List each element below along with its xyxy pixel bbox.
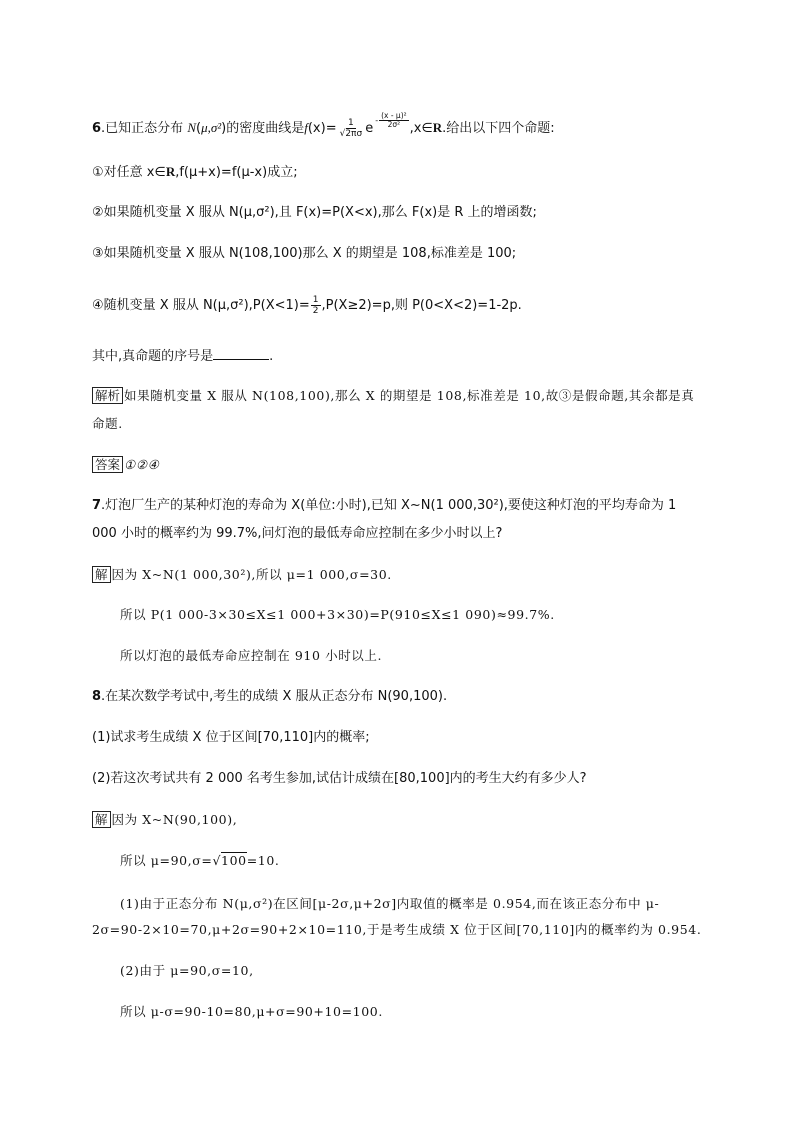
q8-solution-text-2a: 所以 μ=90,σ= (120, 853, 213, 868)
q6-coef-numerator: 1 (348, 118, 354, 128)
sqrt-sign: √ (212, 853, 222, 868)
q6-stem-R: R (432, 120, 443, 135)
q8-solution-text-1: 因为 X~N(90,100), (111, 812, 238, 827)
q6-stem-text-a: .已知正态分布 (101, 121, 188, 136)
q8-sqrt-radicand: 100 (221, 853, 247, 868)
q6-coef-denominator: √2πσ (339, 129, 363, 139)
answer-tag: 答案 (92, 456, 123, 473)
q6-exp-denominator: 2σ² (387, 120, 401, 129)
q6-stem-f: f (304, 120, 308, 135)
q6-stem-sigma2: ,σ² (207, 120, 222, 135)
q6-stem-text-c: )的密度曲线是 (221, 121, 305, 136)
q6-exp-base: e (365, 121, 374, 136)
q6-analysis-line-2: 命题. (92, 416, 123, 431)
q6-p4-numerator: 1 (312, 295, 319, 305)
q6-analysis-text-1: 如果随机变量 X 服从 N(108,100),那么 X 的期望是 108,标准差是 10,故③是假命题,其余都是真 (124, 388, 695, 403)
q6-stem (92, 111, 555, 139)
q8-stem-text: .在某次数学考试中,考生的成绩 X 服从正态分布 N(90,100). (101, 689, 448, 704)
q6-number: 6 (92, 121, 102, 136)
q6-proposition-1 (92, 163, 298, 182)
q6-p1-text-a: ①对任意 (92, 165, 147, 180)
q6-proposition-4 (92, 295, 522, 316)
q6-p4-fraction (311, 295, 321, 316)
q6-p1-text-b: x∈ (146, 165, 166, 180)
q7-solution-line-3: 所以灯泡的最低寿命应控制在 910 小时以上. (120, 648, 383, 663)
q6-ask-end: . (269, 349, 274, 364)
q8-solution-line-5: (2)由于 μ=90,σ=10, (120, 963, 254, 978)
q6-answer-value: ①②④ (124, 458, 160, 472)
q6-stem-text-e: ,x∈ (409, 121, 433, 136)
q6-stem-text-b: ( (195, 121, 202, 136)
q6-p1-text-d: ,f(μ+x)=f(μ-x)成立; (175, 165, 298, 180)
q7-stem-text-1: .灯泡厂生产的某种灯泡的寿命为 X(单位:小时),已知 X~N(1 000,30²),要使这种灯泡的平均寿命为 1 (101, 498, 677, 513)
solution-tag: 解 (92, 811, 111, 828)
q6-stem-mu: μ (201, 120, 208, 135)
q7-solution-line-1 (92, 566, 392, 584)
q8-solution-line-1 (92, 811, 237, 829)
q6-coef-fraction (338, 118, 365, 139)
q7-solution-line-2: 所以 P(1 000-3×30≤X≤1 000+3×30)=P(910≤X≤1 090)≈99.7%. (120, 607, 555, 622)
q6-exp-fraction (379, 112, 409, 129)
q6-answer-line (92, 456, 159, 474)
q8-solution-line-4: 2σ=90-2×10=70,μ+2σ=90+2×10=110,于是考生成绩 X 位于区间[70,110]内的概率约为 0.954. (92, 922, 702, 937)
q6-p4-denominator: 2 (312, 306, 319, 316)
q6-stem-N: N (187, 120, 196, 135)
solution-tag: 解 (92, 566, 111, 583)
q6-exponent (375, 112, 409, 129)
q6-exp-minus: - (375, 116, 379, 125)
q8-solution-text-2b: =10. (246, 853, 280, 868)
q8-solution-line-6: 所以 μ-σ=90-10=80,μ+σ=90+10=100. (120, 1004, 383, 1019)
q8-solution-line-3: (1)由于正态分布 N(μ,σ²)在区间[μ-2σ,μ+2σ]内取值的概率是 0.954,而在该正态分布中 μ- (120, 896, 660, 911)
q8-solution-line-2 (120, 852, 279, 870)
q7-stem-line-1 (92, 497, 676, 515)
q8-number: 8 (92, 689, 102, 704)
q6-answer-blank (213, 347, 269, 360)
q7-solution-text-1: 因为 X~N(1 000,30²),所以 μ=1 000,σ=30. (111, 567, 392, 582)
q6-p4-text-b: ,P(X≥2)=p,则 P(0<X<2)=1-2p. (321, 298, 522, 313)
q7-number: 7 (92, 498, 102, 513)
q8-stem (92, 688, 447, 706)
q6-analysis-line-1 (92, 387, 694, 405)
q8-part-2: (2)若这次考试共有 2 000 名考生参加,试估计成绩在[80,100]内的考生大约有多少人? (92, 771, 587, 786)
q7-stem-line-2: 000 小时的概率约为 99.7%,问灯泡的最低寿命应控制在多少小时以上? (92, 526, 503, 541)
q6-ask-text: 其中,真命题的序号是 (92, 349, 214, 364)
analysis-tag: 解析 (92, 387, 123, 404)
q6-question (92, 347, 273, 366)
q6-stem-text-d: (x)= (307, 121, 337, 136)
q6-stem-text-f: .给出以下四个命题: (442, 121, 555, 136)
q6-proposition-3: ③如果随机变量 X 服从 N(108,100)那么 X 的期望是 108,标准差是 100; (92, 246, 517, 261)
q6-p1-R: R (165, 164, 176, 179)
q6-exp-numerator: (x - μ)² (381, 111, 407, 120)
q6-p4-text-a: ④随机变量 X 服从 N(μ,σ²),P(X<1)= (92, 298, 310, 313)
q8-part-1: (1)试求考生成绩 X 位于区间[70,110]内的概率; (92, 730, 370, 745)
q6-proposition-2: ②如果随机变量 X 服从 N(μ,σ²),且 F(x)=P(X<x),那么 F(x)是 R 上的增函数; (92, 205, 537, 220)
